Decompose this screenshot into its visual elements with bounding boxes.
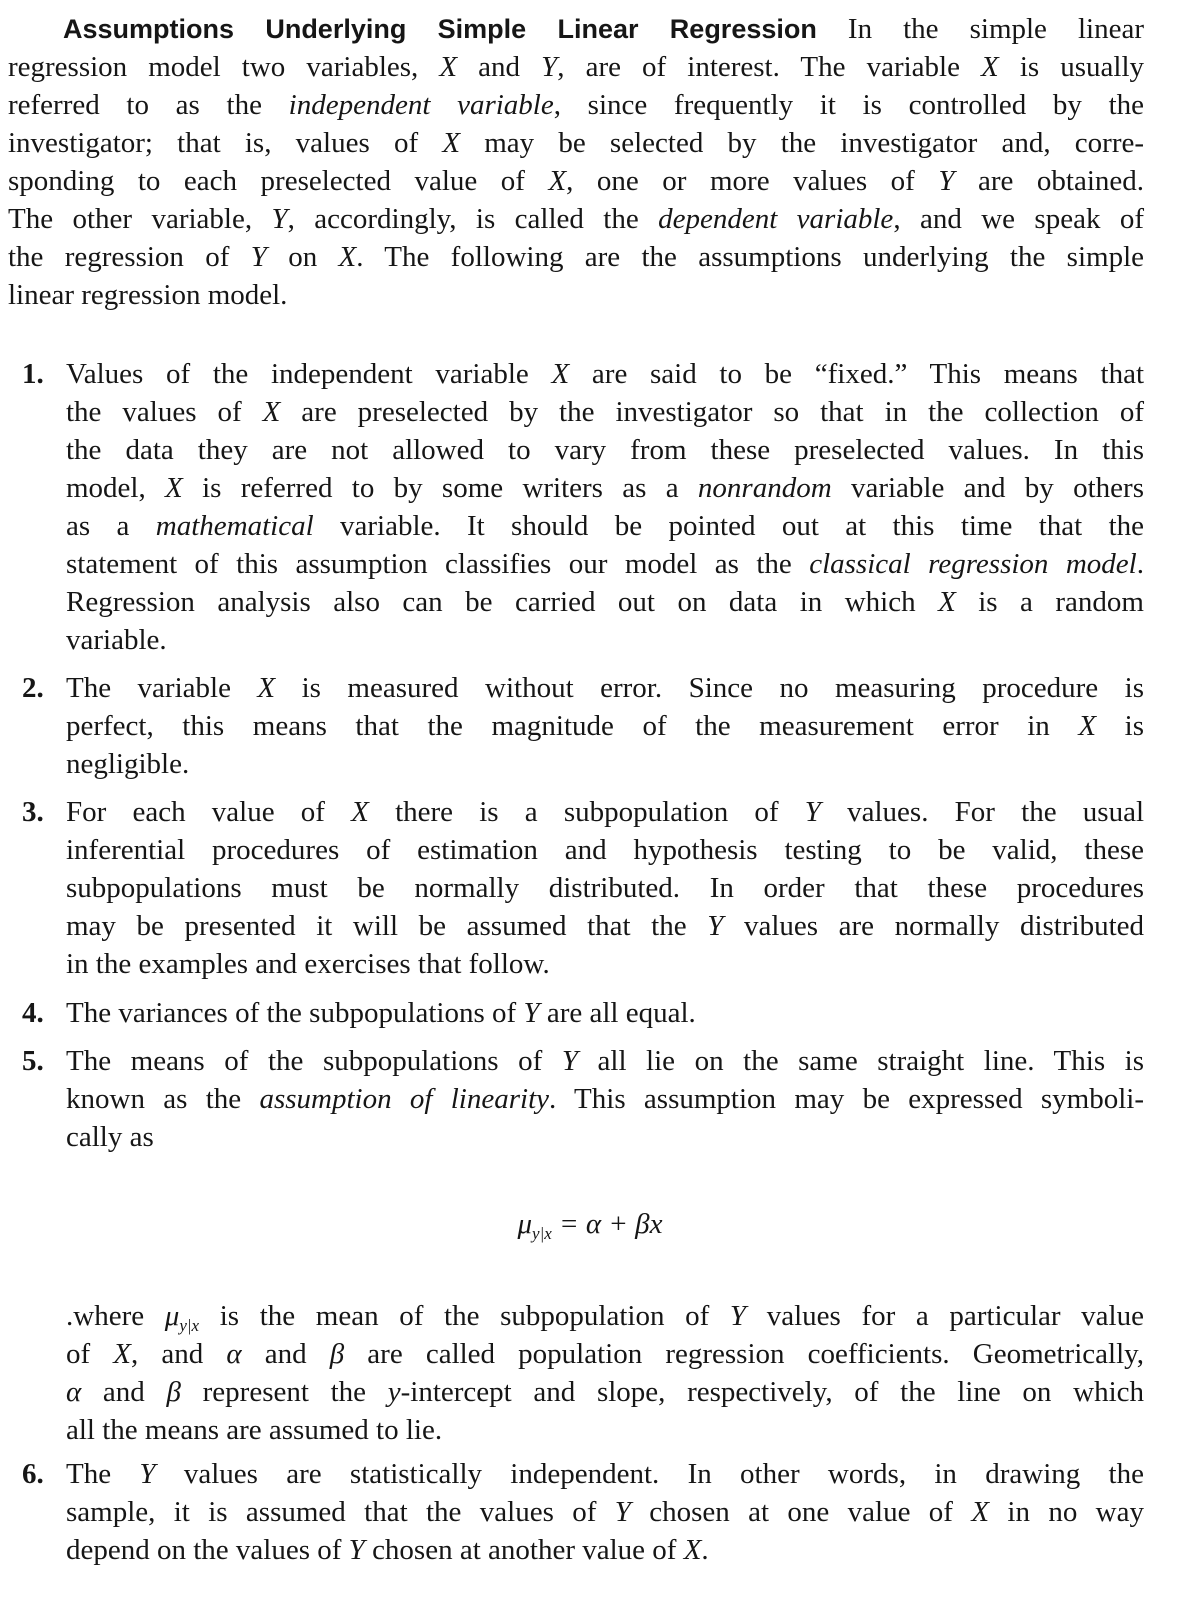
text-run: values are statistically independent. In other words, in drawing the xyxy=(155,1458,1144,1490)
assumption-2 xyxy=(8,669,1144,783)
text-run: variable. xyxy=(66,624,167,656)
text-run: and xyxy=(81,1376,167,1408)
text-line xyxy=(8,238,1144,276)
text-run: , are of interest. The variable xyxy=(557,51,982,83)
text-line xyxy=(66,583,1144,621)
text-run: known as the xyxy=(66,1083,260,1115)
text-run: subpopulations must be normally distributed. In order that these procedures xyxy=(66,872,1144,904)
italic-term: β xyxy=(166,1376,181,1408)
text-run: negligible. xyxy=(66,748,190,780)
text-run: are all equal. xyxy=(539,997,696,1029)
intro-paragraph xyxy=(8,10,1144,314)
italic-term: X xyxy=(1078,710,1097,742)
italic-term: Y xyxy=(614,1496,631,1528)
text-run: is referred to by some writers as a xyxy=(182,472,698,504)
text-run: Regression analysis also can be carried out on data in which xyxy=(66,586,939,618)
section-heading: Assumptions Underlying Simple Linear Regression xyxy=(63,14,817,44)
text-line xyxy=(66,1118,1144,1156)
text-run: variable and by others xyxy=(831,472,1144,504)
italic-term: Y xyxy=(250,241,267,273)
italic-term: Y xyxy=(271,203,288,235)
text-line xyxy=(66,1335,1144,1373)
text-run: , and we speak of xyxy=(893,203,1144,235)
text-run: the data they are not allowed to vary from these preselected values. In this xyxy=(66,434,1144,466)
text-line xyxy=(66,469,1144,507)
text-run: is a random xyxy=(955,586,1144,618)
text-line xyxy=(66,1455,1144,1493)
text-run: the regression of xyxy=(8,241,251,273)
item-text xyxy=(66,355,1144,659)
text-line xyxy=(8,48,1144,86)
italic-term: β xyxy=(329,1338,345,1370)
italic-term: Y xyxy=(348,1534,365,1566)
text-run: chosen at one value of xyxy=(630,1496,972,1528)
text-run: referred to as the xyxy=(8,89,289,121)
italic-term: X xyxy=(113,1338,131,1370)
item-number: 6. xyxy=(22,1458,44,1490)
assumption-3 xyxy=(8,793,1144,983)
text-run: . xyxy=(701,1534,709,1566)
text-run: all the means are assumed to lie. xyxy=(66,1414,443,1446)
italic-term: classical regression model xyxy=(809,548,1137,580)
text-line xyxy=(66,707,1144,745)
where-text xyxy=(66,1297,1144,1449)
item-number: 4. xyxy=(22,997,44,1029)
text-line xyxy=(66,907,1144,945)
italic-term: Y xyxy=(523,997,540,1029)
italic-term: X xyxy=(981,51,999,83)
text-run: are called population regression coefficients. Geometrically, xyxy=(344,1338,1144,1370)
text-run: values for a particular value xyxy=(746,1300,1144,1332)
italic-term: Y xyxy=(729,1300,747,1332)
italic-term: assumption of linearity xyxy=(259,1083,550,1115)
text-run: is xyxy=(1096,710,1145,742)
text-run: are obtained. xyxy=(954,165,1145,197)
where-paragraph xyxy=(8,1297,1144,1449)
equation-rhs: = α + βx xyxy=(551,1208,663,1240)
text-line xyxy=(66,355,1144,393)
item-text xyxy=(66,793,1144,983)
text-line xyxy=(66,1373,1144,1411)
text-run: , and xyxy=(131,1338,227,1370)
text-run: of xyxy=(66,1338,114,1370)
item-text xyxy=(66,669,1144,783)
italic-term: Y xyxy=(938,165,955,197)
italic-term: independent variable xyxy=(288,89,554,121)
text-run: is the mean of the subpopulation of xyxy=(199,1300,730,1332)
italic-term: α xyxy=(226,1338,242,1370)
italic-term: X xyxy=(683,1534,702,1566)
text-run: are preselected by the investigator so that in the collection of xyxy=(280,396,1144,428)
text-run: may be selected by the investigator and, corre- xyxy=(460,127,1145,159)
text-run: The xyxy=(66,1458,140,1490)
italic-term: dependent variable xyxy=(658,203,894,235)
text-run: In the simple linear xyxy=(816,13,1144,45)
text-run: and xyxy=(241,1338,330,1370)
italic-term: X xyxy=(257,672,276,704)
italic-term: X xyxy=(262,396,281,428)
text-run: are said to be “fixed.” This means that xyxy=(569,358,1145,390)
text-run: as a xyxy=(66,510,156,542)
text-run: For each value of xyxy=(66,796,352,828)
text-run: cally as xyxy=(66,1121,154,1153)
text-run: represent the xyxy=(180,1376,388,1408)
text-line xyxy=(8,200,1144,238)
text-run: -intercept and slope, respectively, of the line on which xyxy=(400,1376,1144,1408)
text-run: all lie on the same straight line. This is xyxy=(577,1045,1144,1077)
item-number: 5. xyxy=(22,1045,44,1077)
text-line xyxy=(66,1080,1144,1118)
italic-term: Y xyxy=(541,51,558,83)
italic-term: Y xyxy=(707,910,724,942)
text-run: investigator; that is, values of xyxy=(8,127,443,159)
text-line xyxy=(8,86,1144,124)
italic-term: X xyxy=(165,472,183,504)
text-run: values are normally distributed xyxy=(723,910,1144,942)
text-line xyxy=(66,669,1144,707)
equation-subscript: y|x xyxy=(532,1224,552,1243)
text-run: perfect, this means that the magnitude of the measurement error in xyxy=(66,710,1079,742)
assumption-1 xyxy=(8,355,1144,659)
text-run: there is a subpopulation of xyxy=(368,796,805,828)
text-run: sponding to each preselected value of xyxy=(8,165,549,197)
assumption-5 xyxy=(8,1042,1144,1156)
regression-equation xyxy=(0,1205,1180,1243)
item-number: 2. xyxy=(22,672,44,704)
italic-term: mathematical xyxy=(155,510,314,542)
assumption-6 xyxy=(8,1455,1144,1569)
text-run: model, xyxy=(66,472,166,504)
italic-term: Y xyxy=(561,1045,578,1077)
text-line xyxy=(66,1297,1144,1335)
italic-term: X xyxy=(338,241,357,273)
text-line xyxy=(66,393,1144,431)
text-line xyxy=(8,276,1144,314)
text-line xyxy=(66,431,1144,469)
text-run: is usually xyxy=(998,51,1145,83)
text-run: .where xyxy=(66,1300,165,1332)
item-number: 3. xyxy=(22,796,44,828)
text-run: , since frequently it is controlled by the xyxy=(553,89,1145,121)
italic-term: X xyxy=(442,127,461,159)
item-number: 1. xyxy=(22,358,44,390)
italic-term: X xyxy=(548,165,567,197)
text-line xyxy=(66,621,1144,659)
text-run: Values of the independent variable xyxy=(66,358,552,390)
text-run: The variable xyxy=(66,672,258,704)
text-run: chosen at another value of xyxy=(364,1534,684,1566)
text-run: variable. It should be pointed out at this time that the xyxy=(313,510,1144,542)
text-run: , accordingly, is called the xyxy=(287,203,659,235)
italic-term: y xyxy=(387,1376,401,1408)
italic-term: X xyxy=(439,51,458,83)
text-run: statement of this assumption classifies our model as the xyxy=(66,548,810,580)
text-run: in no way xyxy=(989,1496,1144,1528)
text-line xyxy=(66,1531,1144,1569)
italic-term: X xyxy=(351,796,369,828)
item-text xyxy=(66,1042,1144,1156)
text-run: . This assumption may be expressed symboli- xyxy=(549,1083,1145,1115)
text-run: in the examples and exercises that follow. xyxy=(66,948,550,980)
text-run: , one or more values of xyxy=(566,165,939,197)
italic-term: Y xyxy=(804,796,821,828)
text-run: linear regression model. xyxy=(8,279,288,311)
text-line xyxy=(66,507,1144,545)
text-line xyxy=(66,831,1144,869)
text-run: regression model two variables, xyxy=(8,51,440,83)
text-line xyxy=(8,162,1144,200)
italic-term: X xyxy=(551,358,570,390)
text-line xyxy=(66,869,1144,907)
text-run: depend on the values of xyxy=(66,1534,349,1566)
text-line xyxy=(8,124,1144,162)
text-run: the values of xyxy=(66,396,263,428)
text-line xyxy=(66,994,1144,1032)
assumption-4 xyxy=(8,994,1144,1032)
text-run: The means of the subpopulations of xyxy=(66,1045,562,1077)
italic-term: nonrandom xyxy=(697,472,832,504)
text-line xyxy=(66,945,1144,983)
text-line xyxy=(66,793,1144,831)
text-run: values. For the usual xyxy=(820,796,1144,828)
italic-term: α xyxy=(66,1376,82,1408)
text-run: . The following are the assumptions underlying the simple xyxy=(356,241,1144,273)
text-line xyxy=(66,1042,1144,1080)
text-run: is measured without error. Since no measuring procedure is xyxy=(275,672,1144,704)
italic-term: X xyxy=(938,586,956,618)
item-text xyxy=(66,994,1144,1032)
text-line xyxy=(66,1411,1144,1449)
text-line xyxy=(8,10,1144,48)
text-run: on xyxy=(266,241,339,273)
text-run: may be presented it will be assumed that the xyxy=(66,910,708,942)
equation-mu: μ xyxy=(517,1208,533,1240)
text-line xyxy=(66,1493,1144,1531)
text-line xyxy=(66,745,1144,783)
italic-term: X xyxy=(971,1496,990,1528)
text-run: The variances of the subpopulations of xyxy=(66,997,524,1029)
text-run: The other variable, xyxy=(8,203,272,235)
text-run: . xyxy=(1136,548,1144,580)
text-run: and xyxy=(457,51,542,83)
text-line xyxy=(66,545,1144,583)
subscripted-symbol: $\mu_{y|x}$ xyxy=(164,1300,200,1335)
text-run: sample, it is assumed that the values of xyxy=(66,1496,615,1528)
text-run: inferential procedures of estimation and hypothesis testing to be valid, these xyxy=(66,834,1144,866)
item-text xyxy=(66,1455,1144,1569)
italic-term: Y xyxy=(139,1458,156,1490)
